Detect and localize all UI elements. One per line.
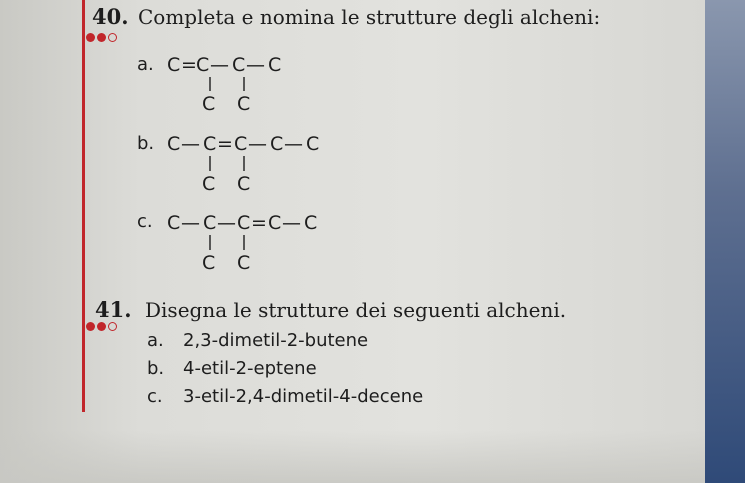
atom-c: C [234,133,248,155]
ex41-item-a [147,330,368,351]
ex41-item-a-text: 2,3-dimetil-2-butene [183,330,369,351]
structure-a [167,54,281,115]
exercise-40-title: Completa e nomina le strutture degli alcheni: [138,5,601,29]
single-bond: — [217,212,236,234]
exercise-41-title: Disegna le strutture dei seguenti alcheni. [145,298,567,322]
single-bond: — [210,54,229,76]
atom-c: C [304,212,318,234]
atom-c-substituent: C [202,173,216,195]
atom-c: C [203,133,217,155]
difficulty-dots-41 [86,322,117,331]
double-bond: = [181,54,197,76]
structure-b [167,133,319,195]
atom-c-substituent: C [237,252,251,274]
atom-c: C [167,133,181,155]
ex41-item-a-letter: a. [147,330,164,351]
atom-c: C [268,54,282,76]
atom-c: C [306,133,320,155]
ex40-item-c-letter: c. [137,211,153,232]
ex41-item-c-letter: c. [147,386,163,407]
difficulty-dot-filled [86,322,95,331]
structure-c [167,212,317,274]
single-bond: — [181,133,200,155]
difficulty-dot-filled [97,322,106,331]
exercise-41-number: 41. [95,297,132,322]
atom-c: C [167,212,181,234]
atom-c-substituent: C [237,173,251,195]
single-bond: — [246,54,265,76]
ex41-item-c-text: 3-etil-2,4-dimetil-4-decene [183,386,424,407]
single-bond: — [284,133,303,155]
double-bond: = [217,133,233,155]
single-bond: — [282,212,301,234]
atom-c-substituent: C [202,93,216,115]
background-edge [700,0,745,483]
ex41-item-c [147,386,423,407]
atom-c-substituent: C [237,93,251,115]
atom-c: C [268,212,282,234]
ex41-item-b [147,358,317,379]
exercise-40-number: 40. [92,4,129,29]
ex41-item-b-letter: b. [147,358,165,379]
atom-c: C [270,133,284,155]
single-bond: — [248,133,267,155]
ex41-item-b-text: 4-etil-2-eptene [183,358,317,379]
atom-c: C [203,212,217,234]
difficulty-dot-empty [108,322,117,331]
double-bond: = [251,212,267,234]
atom-c: C [196,54,210,76]
atom-c: C [237,212,251,234]
single-bond: — [181,212,200,234]
atom-c: C [167,54,181,76]
ex40-item-b-letter: b. [137,133,155,154]
atom-c-substituent: C [202,252,216,274]
atom-c: C [232,54,246,76]
ex40-item-a-letter: a. [137,54,154,75]
